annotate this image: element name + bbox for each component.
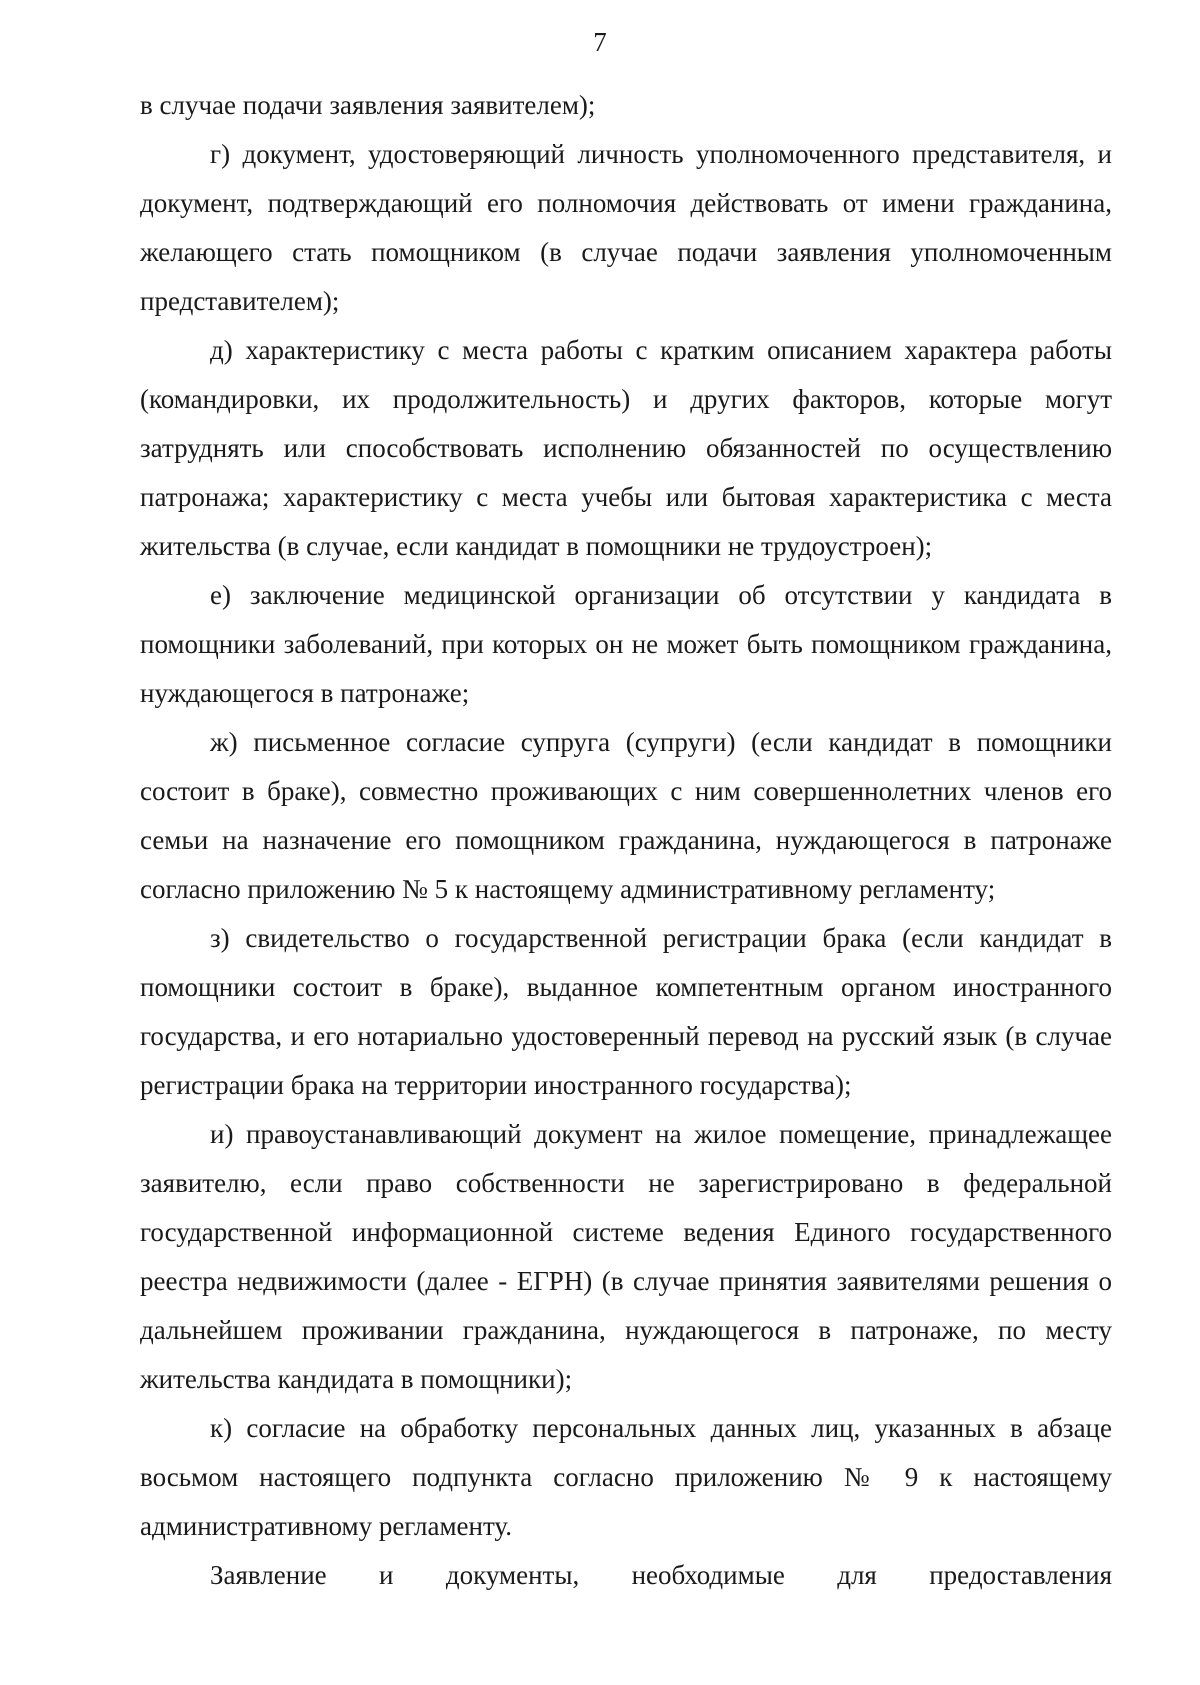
- paragraph-item-g: г) документ, удостоверяющий личность уполномоченного представителя, и документ, подтверждающий его полномочия действовать от имени гражданина, желающего стать помощником (в случае подачи заявления уполномоченным представителем);: [140, 139, 1112, 316]
- paragraph-item-k: к) согласие на обработку персональных данных лиц, указанных в абзаце восьмом настоящего подпункта согласно приложению № 9 к настоящему административному регламенту.: [140, 1413, 1112, 1541]
- paragraph-item-zh: ж) письменное согласие супруга (супруги) (если кандидат в помощники состоит в браке), совместно проживающих с ним совершеннолетних членов его семьи на назначение его помощником гражданина, нуждающегося в патронаже согласно приложению № 5 к настоящему административному регламенту;: [140, 727, 1112, 904]
- page-number: 7: [593, 27, 607, 57]
- paragraph-item-z: з) свидетельство о государственной регистрации брака (если кандидат в помощники состоит в браке), выданное компетентным органом иностранного государства, и его нотариально удостоверенный перевод на русский язык (в случае регистрации брака на территории иностранного государства);: [140, 923, 1112, 1100]
- paragraph-statement: Заявление и документы, необходимые для предоставления: [210, 1560, 1112, 1590]
- paragraph-item-i: и) правоустанавливающий документ на жилое помещение, принадлежащее заявителю, если право собственности не зарегистрировано в федеральной государственной информационной системе ведения Единого государственного реестра недвижимости (далее - ЕГРН) (в случае принятия заявителями решения о дальнейшем проживании гражданина, нуждающегося в патронаже, по месту жительства кандидата в помощники);: [140, 1119, 1112, 1394]
- paragraph-item-d: д) характеристику с места работы с кратким описанием характера работы (командировки, их продолжительность) и других факторов, которые могут затруднять или способствовать исполнению обязанностей по осуществлению патронажа; характеристику с места учебы или бытовая характеристика с места жительства (в случае, если кандидат в помощники не трудоустроен);: [140, 335, 1112, 561]
- paragraph-item-e: е) заключение медицинской организации об отсутствии у кандидата в помощники заболеваний, при которых он не может быть помощником гражданина, нуждающегося в патронаже;: [140, 580, 1112, 708]
- paragraph-continuation: в случае подачи заявления заявителем);: [140, 90, 596, 120]
- document-body: [140, 81, 1112, 1600]
